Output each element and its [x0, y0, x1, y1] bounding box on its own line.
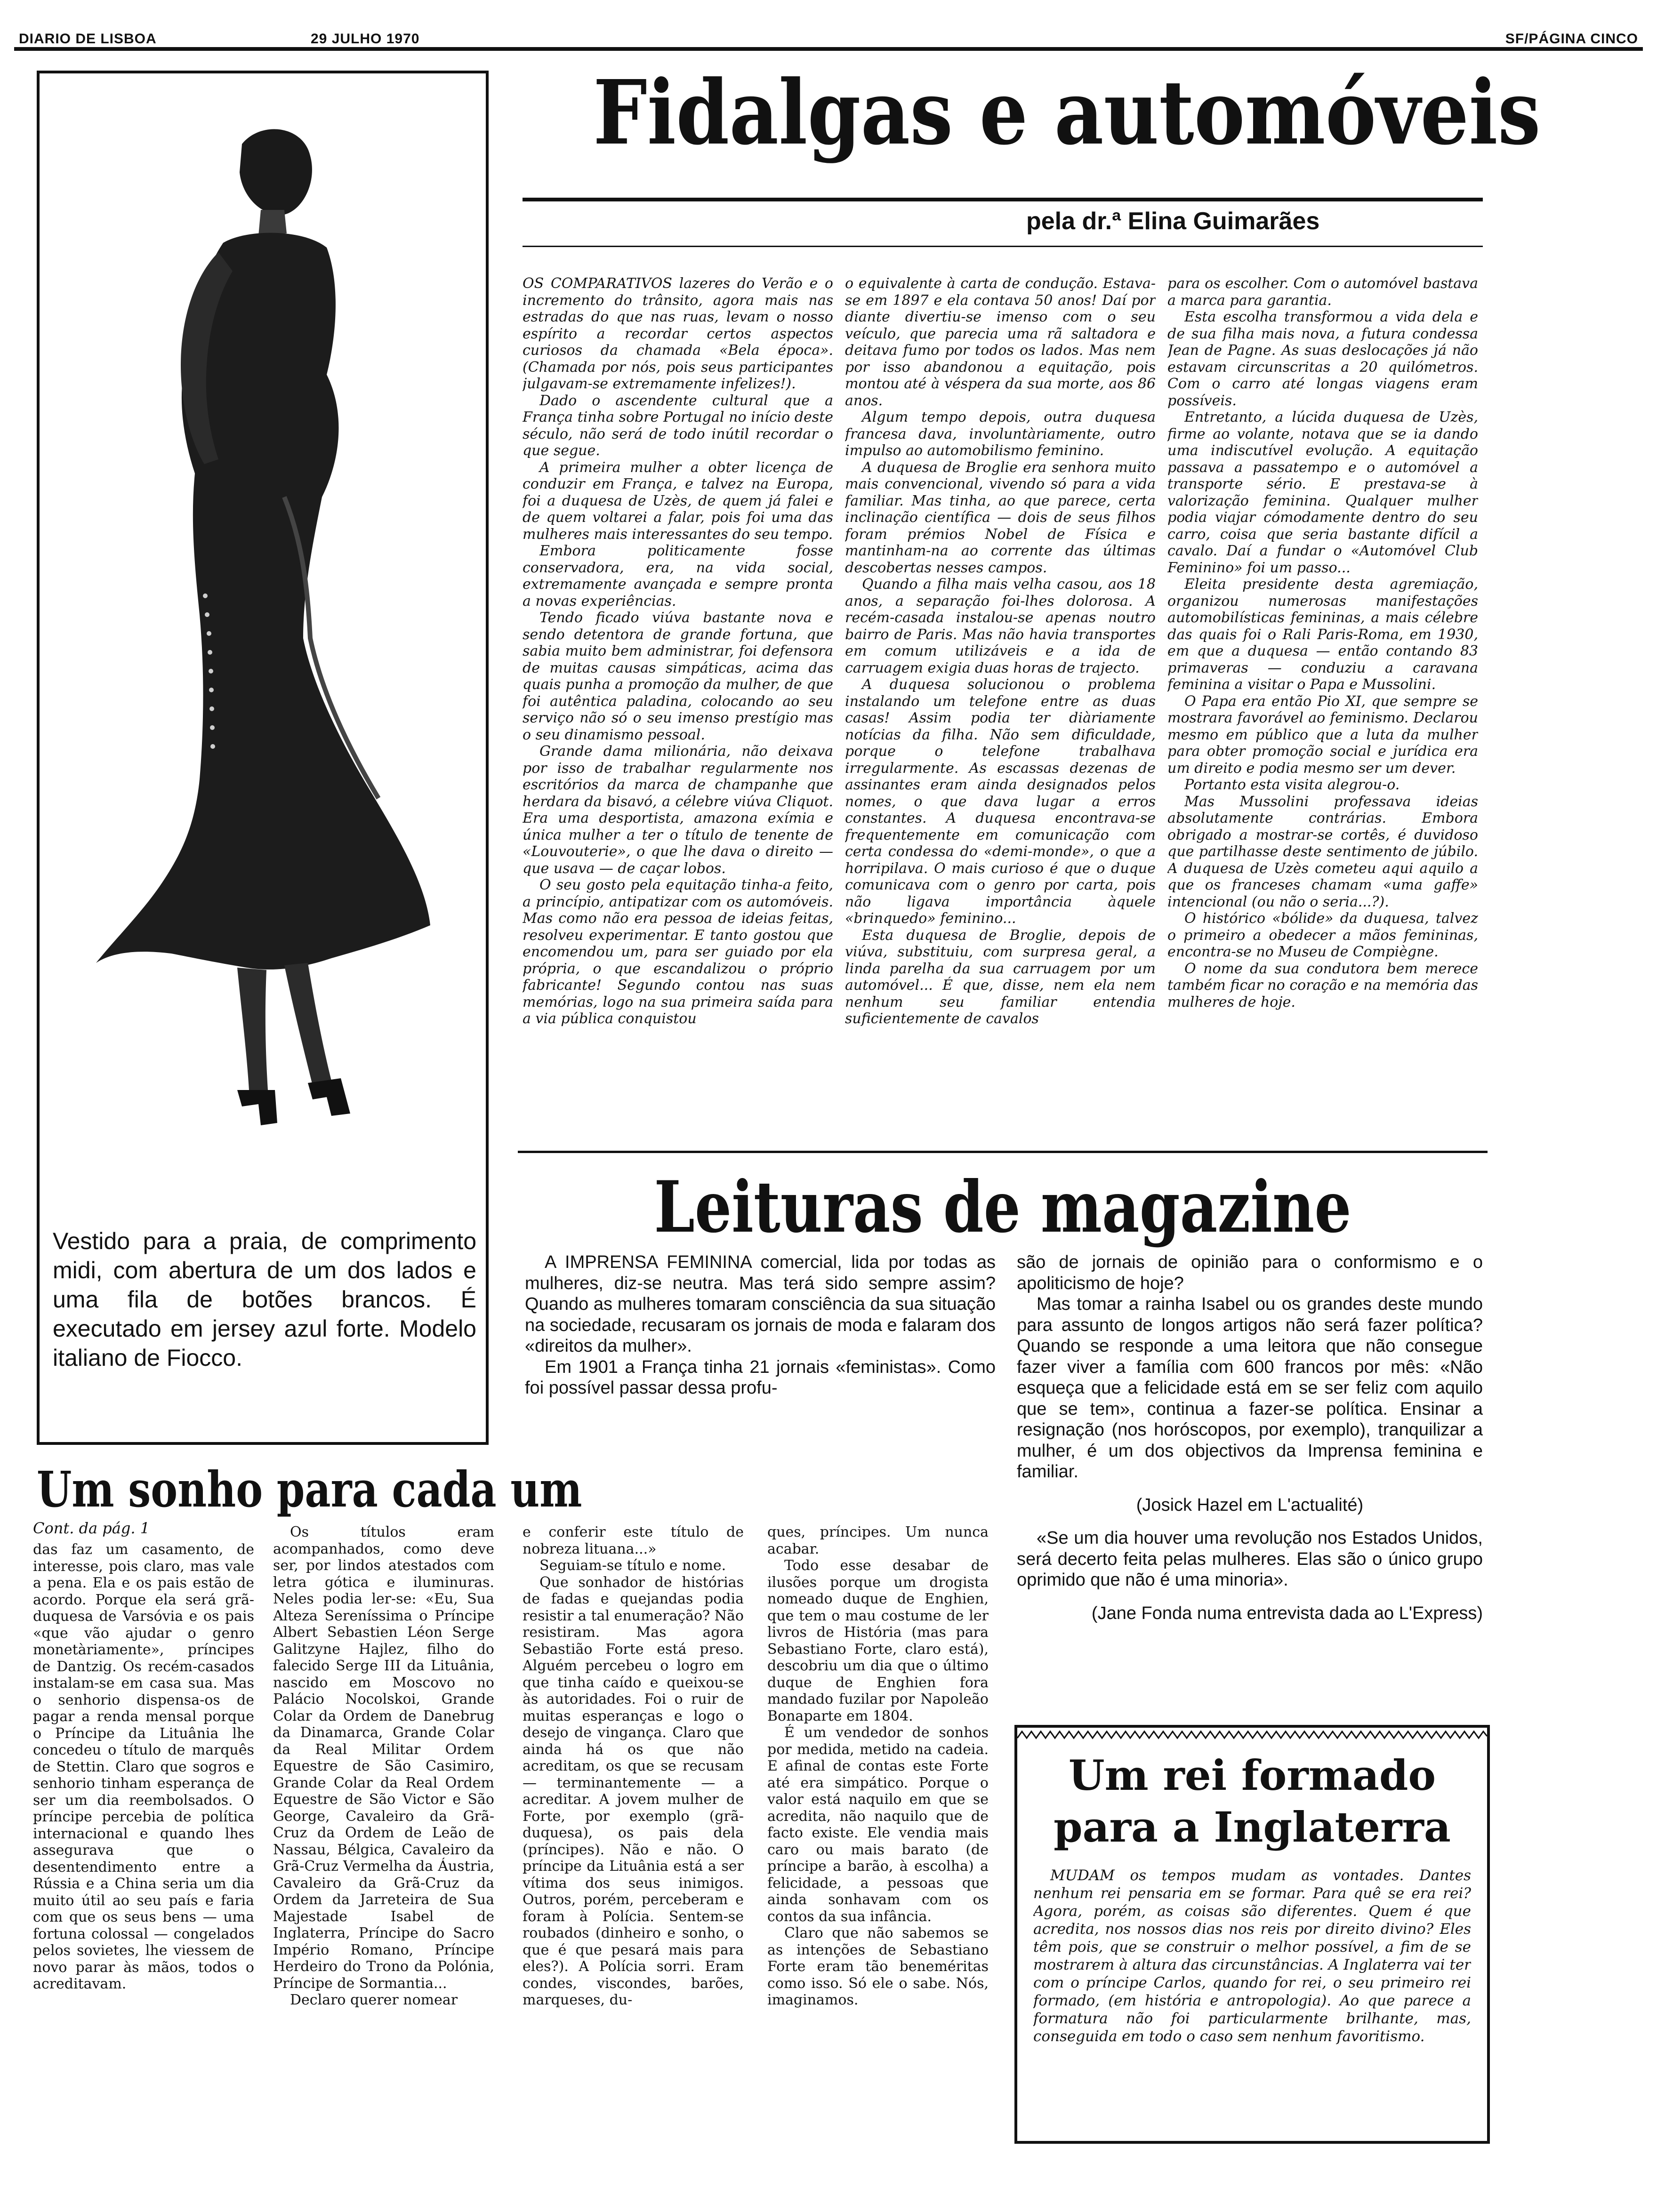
photo-caption: Vestido para a praia, de comprimento midi, com abertura de um dos lados e uma fila de botões brancos. É executado em jersey azul forte. Modelo italiano de Fiocco.: [53, 1228, 476, 1371]
article3-column-2: Os títulos eram acompanhados, como deve ser, por lindos atestados com letra gótica e iluminuras. Neles podia ler-se: «Eu, Sua Alteza Sereníssima o Príncipe Albert Sebastien Léon Serge Galitzyne Hajlez, filho do falecido Serge III da Lituânia, nascido em Moscovo no Palácio Nocolskoi, Grande Colar da Ordem de Danebrug da Dinamarca, Grande Colar da Real Militar Ordem Equestre de São Casimiro, Grande Colar da Real Ordem Equestre de São Victor e São George, Cavaleiro da Grã-Cruz da Ordem de Leão de Nassau, Bélgica, Cavaleiro da Grã-Cruz Vermelha da Áustria, Cavaleiro da Grã-Cruz da Ordem da Jarreteira de Sua Majestade Isabel de Inglaterra, Príncipe do Sacro Império Romano, Príncipe Herdeiro do Trono da Polónia, Príncipe de Sormantia... Declaro querer nomear: [273, 1524, 494, 2008]
article3-column-3: e conferir este título de nobreza lituana...» Seguiam-se título e nome. Que sonhador de histórias de fadas e quejandas podia resistir a tal enumeração? Não resistiram. Mas agora Sebastião Forte está preso. Alguém percebeu o logro em que tinha caído e queixou-se às autoridades. Foi o ruir de muitas esperanças e logo o desejo de vingança. Claro que ainda há os que não acreditam, os que se recusam — terminantemente — a acreditar. A jovem mulher de Forte, por exemplo (grã-duquesa), os pais dela (príncipes). Não e não. O príncipe da Lituânia está a ser vítima dos seus inimigos. Outros, porém, perceberam e foram à Polícia. Sentem-se roubados (dinheiro e sonho, o que é que pesará mais para eles?). A Polícia sorri. Eram condes, viscondes, barões, marqueses, du-: [523, 1524, 744, 2008]
byline-rule: [523, 246, 1483, 247]
zigzag-border: [1017, 1728, 1487, 1742]
article4-title-line-1: Um rei formado: [1068, 1751, 1436, 1800]
article4-title-line-2: para a Inglaterra: [1054, 1803, 1451, 1851]
issue-date: 29 JULHO 1970: [311, 31, 420, 47]
article1-byline: pela dr.ª Elina Guimarães: [1026, 208, 1320, 235]
title-rule: [523, 198, 1483, 201]
article4-body: MUDAM os tempos mudam as vontades. Dantes nenhum rei pensaria em se formar. Para quê se era rei? Agora, porém, as coisas são diferentes. Quem é que acredita, nos nossos dias nos reis por direito divino? Eles têm pois, que se construir o melhor possível, a fim de se mostrarem à altura das circunstâncias. A Inglaterra vai ter com o príncipe Carlos, quando for rei, o seu primeiro rei formado, (em história e antropologia). Ao que parece a formatura não foi particularmente brilhante, mas, conseguida em todo o caso sem nenhum favoritismo.: [1033, 1867, 1471, 2045]
photo-frame: [37, 71, 489, 1445]
article2-column-1: A IMPRENSA FEMININA comercial, lida por todas as mulheres, diz-se neutra. Mas terá sido sempre assim? Quando as mulheres tomaram consciência da sua situação na sociedade, recusaram os jornais de moda e falaram dos «direitos da mulher». Em 1901 a França tinha 21 jornais «feministas». Como foi possível passar dessa profu-: [525, 1252, 996, 1398]
fashion-photo: [40, 73, 486, 1212]
section-rule: [518, 1151, 1488, 1153]
article3-column-1: das faz um casamento, de interesse, pois claro, mas vale a pena. Ela e os pais estão de acordo. Porque ela será grã-duquesa de Varsóvia e os pais «que vão ajudar o genro monetàriamente», príncipes de Dantzig. Os recém-casados instalam-se em casa sua. Mas o senhorio dispensa-os de pagar a renda mensal porque o Príncipe da Lituânia lhe concedeu o título de marquês de Stettin. Claro que sogros e senhorio tinham esperança de ser um dia reembolsados. O príncipe percebia de política internacional e quando lhes assegurava que o desentendimento entre a Rússia e a China seria um dia muito útil ao seu país e faria com que os seus bens — uma fortuna colossal — congelados pelos sovietes, lhe viessem de novo parar às mãos, todos o acreditavam.: [33, 1541, 254, 1992]
article1-column-1: OS COMPARATIVOS lazeres do Verão e o incremento do trânsito, agora mais nas estradas do que nas ruas, levam o nosso espírito a recordar certos aspectos curiosos da chamada «Bela época». (Chamada por nós, pois seus participantes julgavam-se extremamente infelizes!). Dado o ascendente cultural que a França tinha sobre Portugal no início deste século, não será de todo inútil recordar o que segue. A primeira mulher a obter licença de conduzir em França, e talvez na Europa, foi a duquesa de Uzès, de quem já falei e de quem voltarei a falar, pois foi uma das mulheres mais interessantes do seu tempo. Embora politicamente fosse conservadora, era, na vida social, extremamente avançada e sempre pronta a novas experiências. Tendo ficado viúva bastante nova e sendo detentora de grande fortuna, que sabia muito bem administrar, foi defensora de muitas causas simpáticas, acima das quais punha a promoção da mulher, de que foi autêntica paladina, colocando ao seu serviço não só o seu imenso prestígio mas o seu dinamismo pessoal. Grande dama milionária, não deixava por isso de trabalhar regularmente nos escritórios da marca de champanhe que herdara da bisavó, a célebre viúva Cliquot. Era uma desportista, amazona exímia e única mulher a ter o título de tenente de «Louvouterie», o que lhe dava o direito — que usava — de caçar lobos. O seu gosto pela equitação tinha-a feito, a princípio, antipatizar com os automóveis. Mas como não era pessoa de ideias feitas, resolveu experimentar. E tanto gostou que encomendou um, para ser guiado por ela própria, o que escandalizou o próprio fabricante! Segundo contou nas suas memórias, logo na sua primeira saída para a via pública conquistou: [523, 275, 833, 1027]
article3-title: Um sonho para cada um: [37, 1460, 582, 1518]
article2-title: Leituras de magazine: [654, 1166, 1351, 1249]
article2-column-2: são de jornais de opinião para o conformismo e o apoliticismo de hoje? Mas tomar a rainha Isabel ou os grandes deste mundo para assunto de longos artigos não será fazer política? Quando se responde a uma leitora que não consegue fazer viver a família com 600 francos por mês: «Não esqueça que a felicidade está em se ser feliz com aquilo que se tem», continua a fazer-se política. Ensinar a resignação (nos horóscopos, por exemplo), tranquilizar a mulher, é um dos objectivos da Imprensa feminina e familiar. (Josick Hazel em L'actualité) «Se um dia houver uma revolução nos Estados Unidos, será decerto feita pelas mulheres. Elas são o único grupo oprimido que não é uma minoria». (Jane Fonda numa entrevista dada ao L'Express): [1017, 1252, 1483, 1623]
header-rule: [14, 47, 1643, 51]
article1-title: Fidalgas e automóveis: [593, 61, 1541, 165]
article1-column-2: o equivalente à carta de condução. Estava-se em 1897 e ela contava 50 anos! Daí por diante divertiu-se imenso com o seu veículo, que parecia uma rã saltadora e deitava fumo por todos os lados. Mas nem por isso abandonou a equitação, pois montou até à véspera da sua morte, aos 86 anos. Algum tempo depois, outra duquesa francesa dava, involuntàriamente, outro impulso ao automobilismo feminino. A duquesa de Broglie era senhora muito mais convencional, vivendo só para a vida familiar. Mas tinha, ao que parece, certa inclinação científica — dois de seus filhos foram prémios Nobel de Física e mantinham-na ao corrente das últimas descobertas nesses campos. Quando a filha mais velha casou, aos 18 anos, a separação foi-lhes dolorosa. A recém-casada instalou-se apenas noutro bairro de Paris. Mas não havia transportes em comum utilizáveis e a ida de carruagem exigia duas horas de trajecto. A duquesa solucionou o problema instalando um telefone entre as duas casas! Assim podia ter diàriamente notícias da filha. Não sem dificuldade, porque o telefone trabalhava irregularmente. As escassas dezenas de assinantes eram ainda designados pelos nomes, o que dava lugar a erros constantes. A duquesa encontrava-se frequentemente em comunicação com certa condessa do «demi-monde», o que a horripilava. O mais curioso é que o duque comunicava com o genro por carta, pois não ligava importância àquele «brinquedo» feminino... Esta duquesa de Broglie, depois de viúva, substituiu, com surpresa geral, a linda parelha da sua carruagem por um automóvel... É que, disse, nem ela nem nenhum seu familiar entendia suficientemente de cavalos: [845, 275, 1156, 1027]
article1-column-3: para os escolher. Com o automóvel bastava a marca para garantia. Esta escolha transformou a vida dela e de sua filha mais nova, a futura condessa Jean de Pagne. As suas deslocações já não estavam circunscritas a 20 quilómetros. Com o carro até longas viagens eram possíveis. Entretanto, a lúcida duquesa de Uzès, firme ao volante, notava que se ia dando uma indiscutível evolução. A equitação passava a passatempo e o automóvel a transporte sério. E prestava-se à valorização feminina. Qualquer mulher podia viajar cómodamente dentro do seu carro, coisa que seria bastante difícil a cavalo. Daí a fundar o «Automóvel Club Feminino» foi um passo... Eleita presidente desta agremiação, organizou numerosas manifestações automobilísticas femininas, a mais célebre das quais foi o Rali Paris-Roma, em 1930, em que a duquesa — então contando 83 primaveras — conduziu a caravana feminina a visitar o Papa e Mussolini. O Papa era então Pio XI, que sempre se mostrara favorável ao feminismo. Declarou mesmo em público que a luta da mulher para obter promoção social e jurídica era um direito e podia mesmo ser um dever. Portanto esta visita alegrou-o. Mas Mussolini professava ideias absolutamente contrárias. Embora obrigado a mostrar-se cortês, é duvidoso que partilhasse deste sentimento de júbilo. A duquesa de Uzès cometeu aqui aquilo a que os franceses chamam «uma gaffe» intencional (ou não o seria...?). O histórico «bólide» da duquesa, talvez o primeiro a obedecer a mãos femininas, encontra-se no Museu de Compiègne. O nome da sua condutora bem merece também ficar no coração e na memória das mulheres de hoje.: [1167, 275, 1478, 1010]
article4-box: [1014, 1725, 1490, 2144]
page-label: SF/PÁGINA CINCO: [1505, 31, 1638, 47]
article3-continued: Cont. da pág. 1: [33, 1519, 150, 1537]
article3-column-4: ques, príncipes. Um nunca acabar. Todo esse desabar de ilusões porque um drogista nomeado duque de Enghien, que tem o mau costume de ler livros de História (mas para Sebastiano Forte, claro está), descobriu um dia que o último duque de Enghien fora mandado fuzilar por Napoleão Bonaparte em 1804. É um vendedor de sonhos por medida, metido na cadeia. E afinal de contas este Forte até era simpático. Porque o valor está naquilo em que se acredita, não naquilo que de facto existe. Ele vendia mais caro ou mais barato (de príncipe a barão, à escolha) a felicidade, a pessoas que ainda sonhavam com os contos da sua infância. Claro que não sabemos se as intenções de Sebastiano Forte eram tão beneméritas como isso. Só ele o sabe. Nós, imaginamos.: [767, 1524, 989, 2008]
newspaper-name: DIARIO DE LISBOA: [19, 31, 157, 47]
